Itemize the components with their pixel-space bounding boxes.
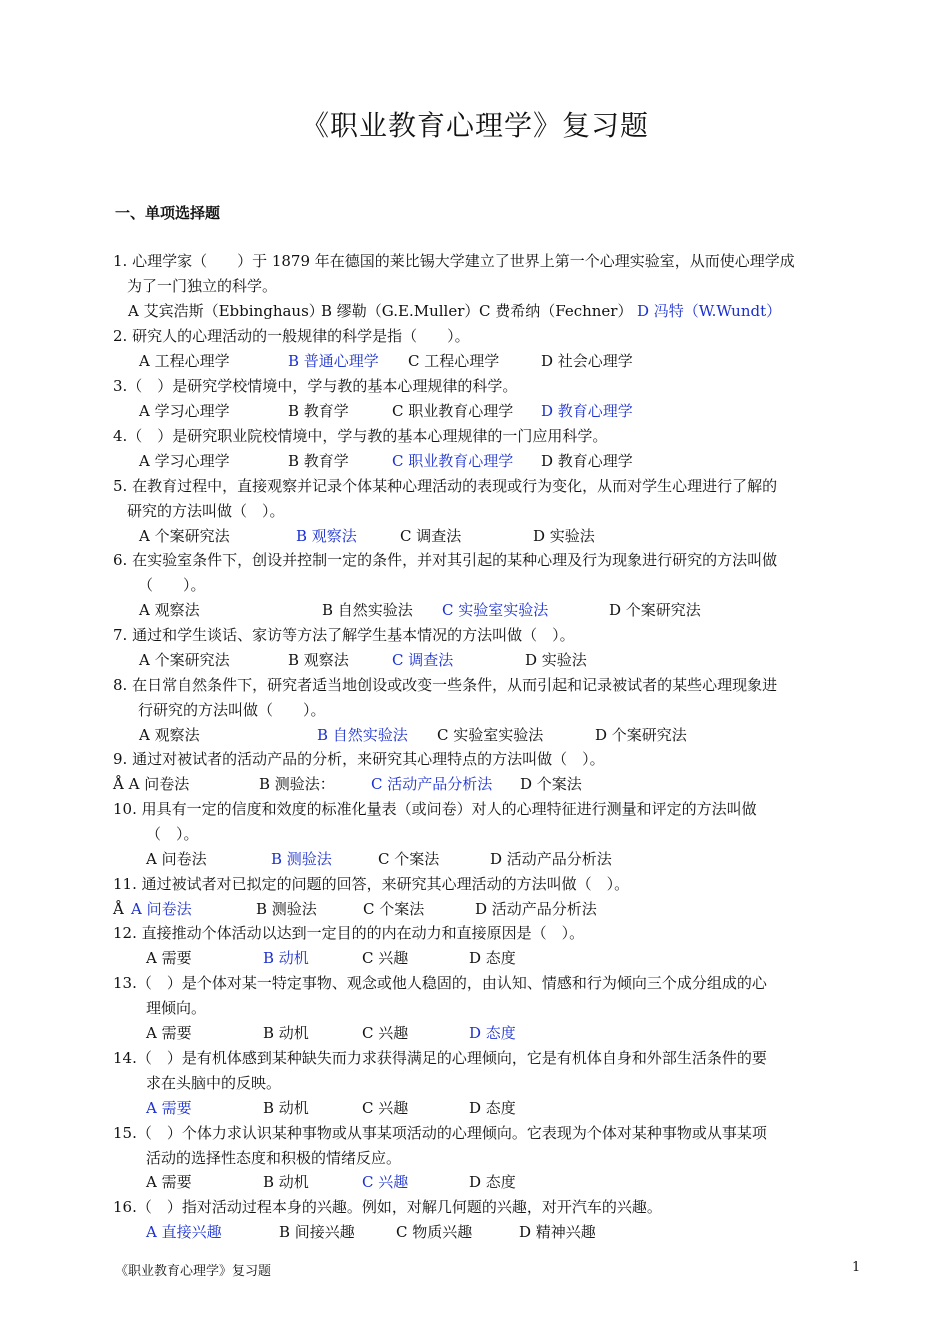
option-d: D 个案法 [520,775,582,793]
question-16 [113,1195,858,1220]
question-text: 10. 用具有一定的信度和效度的标准化量表（或问卷）对人的心理特征进行测量和评定的方法叫做 [113,800,757,818]
option-c: C 兴趣 [362,1099,409,1117]
question-11 [113,872,858,897]
option-c: C 实验室实验法 [437,726,544,744]
page-number: 1 [852,1260,861,1275]
option-c-answer: C 兴趣 [362,1173,409,1191]
option-b-answer: B 普通心理学 [288,352,379,370]
option-c: C 个案法 [378,850,440,868]
option-a: A 个案研究法 [139,651,230,669]
option-d: D 个案研究法 [595,726,687,744]
option-a: A 学习心理学 [139,402,230,420]
question-text: 12. 直接推动个体活动以达到一定目的的内在动力和直接原因是（ ）。 [113,924,585,942]
option-b: B 动机 [263,1173,309,1191]
question-text-cont: 研究的方法叫做（ ）。 [127,502,285,520]
option-c: C 物质兴趣 [396,1223,473,1241]
bullet-marker: Å [113,900,124,918]
question-text: 3.（ ）是研究学校情境中，学与教的基本心理规律的科学。 [113,377,518,395]
question-10 [113,797,858,847]
option-a: A 个案研究法 [139,527,230,545]
option-c: C 个案法 [363,900,425,918]
option-c: C 调查法 [400,527,462,545]
option-d: D 活动产品分析法 [475,900,597,918]
option-b: B 动机 [263,1024,309,1042]
option-b: B 自然实验法 [322,601,413,619]
option-b: B 测验法： [259,775,335,793]
option-b: B 间接兴趣 [279,1223,355,1241]
section-heading: 一、单项选择题 [115,204,221,222]
option-a-answer: A 问卷法 [131,900,192,918]
option-a: A 问卷法 [146,850,207,868]
option-a: A 需要 [146,1024,192,1042]
question-text: 11. 通过被试者对已拟定的问题的回答，来研究其心理活动的方法叫做（ ）。 [113,875,630,893]
option-d: D 实验法 [533,527,595,545]
question-4 [113,424,858,449]
question-6 [113,548,858,598]
option-b: B 观察法 [288,651,349,669]
option-b-answer: B 测验法 [271,850,332,868]
option-d: D 实验法 [525,651,587,669]
option-b-answer: B 动机 [263,949,309,967]
question-text: 14.（ ）是有机体感到某种缺失而力求获得满足的心理倾向，它是有机体自身和外部生活条件的要 [113,1049,767,1067]
option-d: D 教育心理学 [541,452,633,470]
question-9 [113,747,858,772]
option-c: C 兴趣 [362,1024,409,1042]
footer-title: 《职业教育心理学》复习题 [115,1264,272,1279]
question-text: 9. 通过对被试者的活动产品的分析，来研究其心理特点的方法叫做（ ）。 [113,750,605,768]
question-13 [113,971,858,1021]
question-5 [113,474,858,524]
option-d: D 社会心理学 [541,352,633,370]
option-a: A 需要 [146,1173,192,1191]
option-d-answer: D 态度 [469,1024,516,1042]
option-d: D 活动产品分析法 [490,850,612,868]
question-14 [113,1046,858,1096]
option-c: C 兴趣 [362,949,409,967]
option-c: C 职业教育心理学 [392,402,514,420]
question-text-cont: 为了一门独立的科学。 [127,277,278,295]
option-a: A 工程心理学 [139,352,230,370]
option-b: B 教育学 [288,452,349,470]
option-c: C 费希纳（Fechner） [479,302,633,320]
option-c-answer: C 调查法 [392,651,454,669]
option-c: C 工程心理学 [408,352,500,370]
option-d: D 态度 [469,1099,516,1117]
option-b: B 测验法 [256,900,317,918]
question-text: 8. 在日常自然条件下，研究者适当地创设或改变一些条件，从而引起和记录被试者的某些心理现象进 [113,676,778,694]
option-a-answer: A 需要 [146,1099,192,1117]
question-text: 4.（ ）是研究职业院校情境中，学与教的基本心理规律的一门应用科学。 [113,427,608,445]
option-a: A 观察法 [139,726,200,744]
question-text: 6. 在实验室条件下，创设并控制一定的条件，并对其引起的某种心理及行为现象进行研究的方法叫做 [113,551,778,569]
question-2 [113,324,858,349]
question-text: 1. 心理学家（ ）于 1879 年在德国的莱比锡大学建立了世界上第一个心理实验室，从而使心理学成 [113,252,795,270]
question-1 [113,249,858,299]
option-a: A 学习心理学 [139,452,230,470]
option-b-answer: B 自然实验法 [317,726,408,744]
option-a: A 需要 [146,949,192,967]
question-text: 15.（ ）个体力求认识某种事物或从事某项活动的心理倾向。它表现为个体对某种事物或从事某项 [113,1124,767,1142]
option-c-answer: C 实验室实验法 [442,601,549,619]
option-d: D 态度 [469,1173,516,1191]
question-8 [113,673,858,723]
option-d: D 态度 [469,949,516,967]
option-d: D 精神兴趣 [519,1223,596,1241]
question-text: 13.（ ）是个体对某一特定事物、观念或他人稳固的，由认知、情感和行为倾向三个成分组成的心 [113,974,767,992]
question-text: 2. 研究人的心理活动的一般规律的科学是指（ ）。 [113,327,470,345]
option-b-answer: B 观察法 [296,527,357,545]
option-b: B 缪勒（G.E.Muller） [321,302,480,320]
question-3 [113,374,858,399]
option-a: Å A 问卷法 [113,775,190,793]
option-b: B 动机 [263,1099,309,1117]
option-d: D 个案研究法 [609,601,701,619]
option-b: B 教育学 [288,402,349,420]
question-15 [113,1121,858,1171]
option-a: A 观察法 [139,601,200,619]
question-12 [113,921,858,946]
page-title: 《职业教育心理学》复习题 [300,109,649,142]
option-d-answer: D 教育心理学 [541,402,633,420]
option-c-answer: C 职业教育心理学 [392,452,514,470]
option-c-answer: C 活动产品分析法 [371,775,493,793]
question-text-cont: 行研究的方法叫做（ ）。 [138,701,326,719]
option-d-answer: D 冯特（W.Wundt） [637,302,782,320]
question-7 [113,623,858,648]
question-text-cont: （ ）。 [146,825,199,843]
option-a-answer: A 直接兴趣 [146,1223,222,1241]
question-text-cont: 活动的选择性态度和积极的情绪反应。 [146,1149,402,1167]
question-text-cont: 理倾向。 [146,999,207,1017]
option-a: A 艾宾浩斯（Ebbinghaus） [128,302,324,320]
question-text-cont: （ ）。 [138,576,206,594]
question-text: 7. 通过和学生谈话、家访等方法了解学生基本情况的方法叫做（ ）。 [113,626,575,644]
question-text: 5. 在教育过程中，直接观察并记录个体某种心理活动的表现或行为变化，从而对学生心理进行了解的 [113,477,778,495]
question-text: 16.（ ）指对活动过程本身的兴趣。例如，对解几何题的兴趣，对开汽车的兴趣。 [113,1198,662,1216]
question-text-cont: 求在头脑中的反映。 [146,1074,282,1092]
